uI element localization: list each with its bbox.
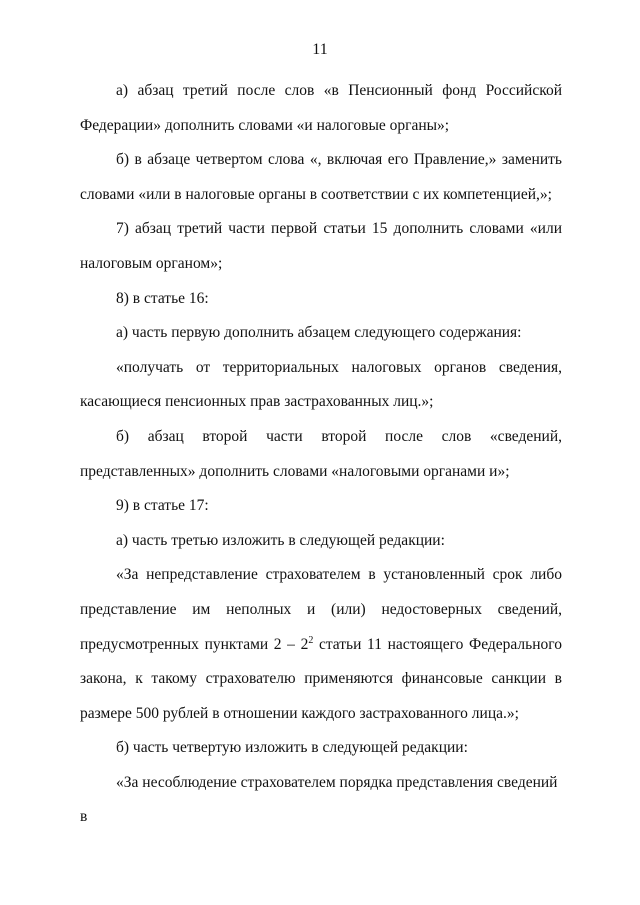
paragraph-with-superscript <box>80 558 562 731</box>
document-body <box>80 74 562 835</box>
paragraph-text-after: статьи 11 настоящего Федерального закона, к такому страхователю применяются финансовые санкции в размере 500 рублей в отношении каждого застрахованного лица.»; <box>80 635 562 722</box>
paragraph: 7) абзац третий части первой статьи 15 дополнить словами «или налоговым органом»; <box>80 220 562 272</box>
paragraph-text-before: «За непредставление страхователем в установленный срок либо представление им неполных и (или) недостоверных сведений, предусмотренных пунктами 2 – 2 <box>80 566 562 653</box>
paragraph: 9) в статье 17: <box>116 497 209 515</box>
paragraph: а) абзац третий после слов «в Пенсионный фонд Российской Федерации» дополнить словами «и налоговые органы»; <box>80 82 562 134</box>
paragraph: б) в абзаце четвертом слова «, включая его Правление,» заменить словами «или в налоговые органы в соответствии с их компетенцией,»; <box>80 151 562 203</box>
paragraph: а) часть третью изложить в следующей редакции: <box>116 531 445 549</box>
page-number: 11 <box>312 41 328 58</box>
paragraph: «За несоблюдение страхователем порядка представления сведений в <box>80 773 558 826</box>
superscript: 2 <box>308 634 314 646</box>
paragraph: б) абзац второй части второй после слов «сведений, представленных» дополнить словами «налоговыми органами и»; <box>80 427 562 480</box>
paragraph: б) часть четвертую изложить в следующей редакции: <box>116 739 468 757</box>
paragraph: «получать от территориальных налоговых органов сведения, касающиеся пенсионных прав застрахованных лиц.»; <box>80 358 562 411</box>
paragraph: а) часть первую дополнить абзацем следующего содержания: <box>116 324 522 342</box>
paragraph: 8) в статье 16: <box>116 289 209 307</box>
